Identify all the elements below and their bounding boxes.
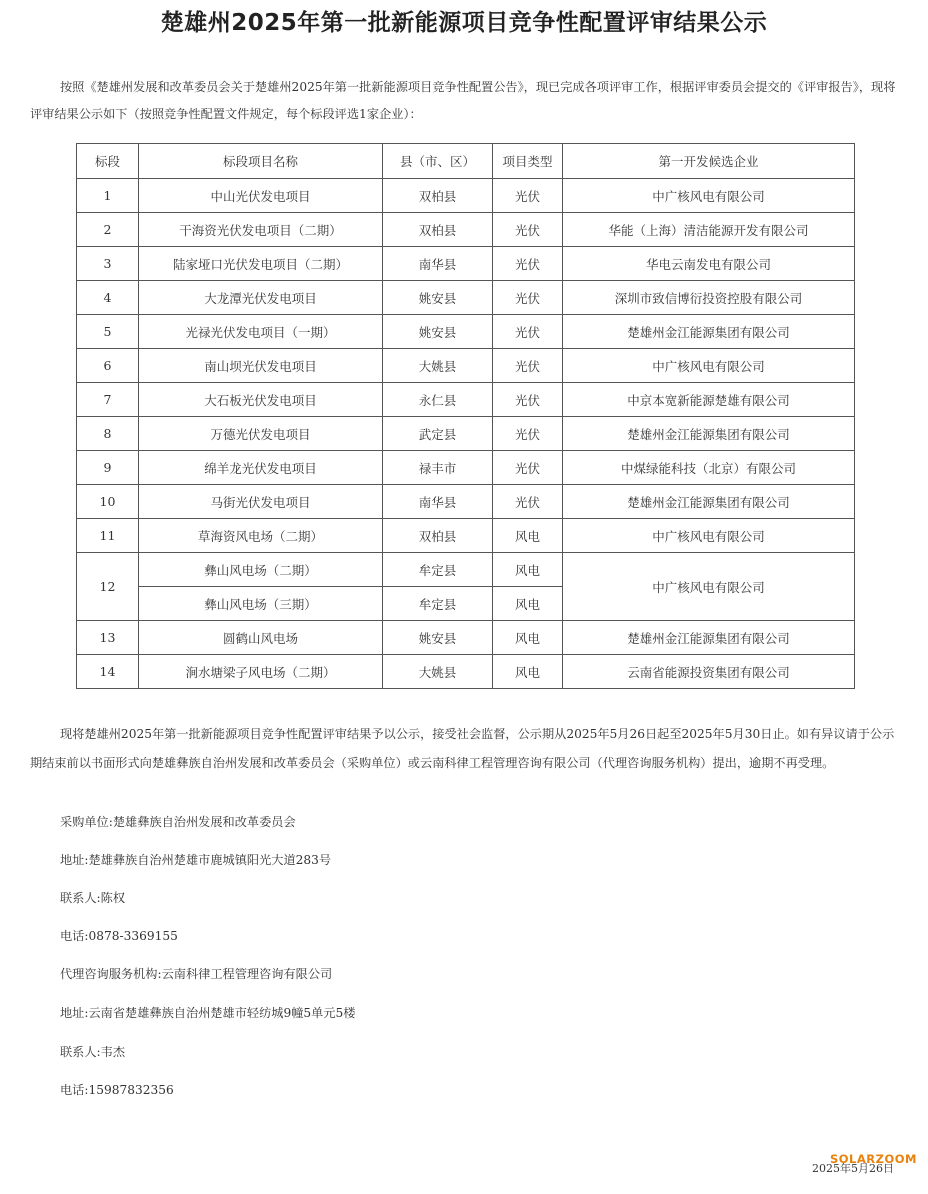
table-row	[77, 417, 855, 451]
solarzoom-watermark: SOLARZOOM	[830, 1152, 917, 1166]
cell-project-type: 光伏	[493, 179, 563, 213]
cell-county: 双柏县	[383, 519, 493, 553]
cell-company: 中广核风电有限公司	[563, 553, 855, 621]
table-row	[77, 213, 855, 247]
cell-project-type: 光伏	[493, 281, 563, 315]
table-row	[77, 383, 855, 417]
header-county: 县（市、区）	[383, 144, 493, 179]
cell-project-type: 光伏	[493, 485, 563, 519]
cell-county: 南华县	[383, 485, 493, 519]
cell-company: 楚雄州金江能源集团有限公司	[563, 621, 855, 655]
cell-section: 14	[77, 655, 139, 689]
cell-project-name: 彝山风电场（三期）	[139, 587, 383, 621]
cell-project-type: 风电	[493, 553, 563, 587]
cell-project-name: 陆家垭口光伏发电项目（二期）	[139, 247, 383, 281]
cell-section: 9	[77, 451, 139, 485]
results-table	[76, 143, 855, 689]
notice-paragraph: 现将楚雄州2025年第一批新能源项目竞争性配置评审结果予以公示，接受社会监督，公示期从2025年5月26日起至2025年5月30日止。如有异议请于公示期结束前以书面形式向楚雄彝族自治州发展和改革委员会（采购单位）或云南科律工程管理咨询有限公司（代理咨询服务机构）提出，逾期不再受理。	[30, 727, 895, 770]
cell-section: 1	[77, 179, 139, 213]
cell-section: 3	[77, 247, 139, 281]
agency-line: 代理咨询服务机构:云南科律工程管理咨询有限公司	[60, 967, 333, 981]
cell-section: 5	[77, 315, 139, 349]
cell-project-type: 风电	[493, 587, 563, 621]
cell-project-name: 涧水塘梁子风电场（二期）	[139, 655, 383, 689]
cell-county: 姚安县	[383, 281, 493, 315]
cell-county: 双柏县	[383, 179, 493, 213]
table-row	[77, 349, 855, 383]
cell-project-name: 大龙潭光伏发电项目	[139, 281, 383, 315]
cell-project-type: 风电	[493, 655, 563, 689]
cell-company: 中煤绿能科技（北京）有限公司	[563, 451, 855, 485]
cell-county: 大姚县	[383, 349, 493, 383]
cell-project-name: 彝山风电场（二期）	[139, 553, 383, 587]
cell-project-type: 光伏	[493, 349, 563, 383]
cell-project-name: 中山光伏发电项目	[139, 179, 383, 213]
cell-project-type: 光伏	[493, 383, 563, 417]
cell-company: 华能（上海）清洁能源开发有限公司	[563, 213, 855, 247]
cell-company: 云南省能源投资集团有限公司	[563, 655, 855, 689]
header-company: 第一开发候选企业	[563, 144, 855, 179]
cell-company: 中京本宽新能源楚雄有限公司	[563, 383, 855, 417]
cell-section: 2	[77, 213, 139, 247]
cell-project-type: 光伏	[493, 213, 563, 247]
header-section: 标段	[77, 144, 139, 179]
cell-company: 深圳市致信博衍投资控股有限公司	[563, 281, 855, 315]
cell-company: 楚雄州金江能源集团有限公司	[563, 315, 855, 349]
agency-phone-line: 电话:15987832356	[60, 1083, 174, 1097]
table-row	[77, 247, 855, 281]
cell-project-type: 光伏	[493, 451, 563, 485]
cell-county: 姚安县	[383, 621, 493, 655]
intro-paragraph: 按照《楚雄州发展和改革委员会关于楚雄州2025年第一批新能源项目竞争性配置公告》，现已完成各项评审工作，根据评审委员会提交的《评审报告》，现将评审结果公示如下（按照竞争性配置文件规定，每个标段评选1家企业）：	[30, 80, 896, 121]
table-row	[77, 315, 855, 349]
table-row	[77, 179, 855, 213]
cell-section: 13	[77, 621, 139, 655]
cell-project-type: 光伏	[493, 247, 563, 281]
cell-company: 华电云南发电有限公司	[563, 247, 855, 281]
table-row	[77, 451, 855, 485]
cell-project-type: 风电	[493, 519, 563, 553]
cell-company: 中广核风电有限公司	[563, 349, 855, 383]
cell-county: 牟定县	[383, 587, 493, 621]
purchaser-contact-line: 联系人:陈权	[60, 891, 126, 905]
table-row	[77, 553, 855, 587]
cell-section: 4	[77, 281, 139, 315]
header-project-type: 项目类型	[493, 144, 563, 179]
purchaser-phone-line: 电话:0878-3369155	[60, 929, 178, 943]
cell-county: 南华县	[383, 247, 493, 281]
cell-project-name: 干海资光伏发电项目（二期）	[139, 213, 383, 247]
cell-project-name: 万德光伏发电项目	[139, 417, 383, 451]
cell-section: 6	[77, 349, 139, 383]
table-header-row	[77, 144, 855, 179]
cell-project-type: 风电	[493, 621, 563, 655]
cell-county: 姚安县	[383, 315, 493, 349]
header-project-name: 标段项目名称	[139, 144, 383, 179]
table-row	[77, 281, 855, 315]
cell-section: 8	[77, 417, 139, 451]
cell-section: 7	[77, 383, 139, 417]
cell-section: 12	[77, 553, 139, 621]
cell-project-name: 绵羊龙光伏发电项目	[139, 451, 383, 485]
cell-project-type: 光伏	[493, 417, 563, 451]
cell-project-name: 马街光伏发电项目	[139, 485, 383, 519]
cell-project-name: 草海资风电场（二期）	[139, 519, 383, 553]
agency-address-line: 地址:云南省楚雄彝族自治州楚雄市轻纺城9幢5单元5楼	[60, 1006, 356, 1020]
page-title: 楚雄州2025年第一批新能源项目竞争性配置评审结果公示	[160, 10, 768, 36]
purchaser-address-line: 地址:楚雄彝族自治州楚雄市鹿城镇阳光大道283号	[60, 853, 332, 867]
cell-county: 永仁县	[383, 383, 493, 417]
cell-county: 禄丰市	[383, 451, 493, 485]
cell-county: 武定县	[383, 417, 493, 451]
table-row	[77, 621, 855, 655]
purchaser-line: 采购单位:楚雄彝族自治州发展和改革委员会	[60, 815, 296, 829]
cell-company: 中广核风电有限公司	[563, 179, 855, 213]
cell-county: 大姚县	[383, 655, 493, 689]
cell-project-name: 圆鹤山风电场	[139, 621, 383, 655]
cell-company: 楚雄州金江能源集团有限公司	[563, 485, 855, 519]
cell-section: 10	[77, 485, 139, 519]
cell-project-name: 光禄光伏发电项目（一期）	[139, 315, 383, 349]
cell-company: 中广核风电有限公司	[563, 519, 855, 553]
table-row	[77, 519, 855, 553]
publish-date: 2025年5月26日	[812, 1162, 894, 1175]
cell-county: 双柏县	[383, 213, 493, 247]
table-row	[77, 655, 855, 689]
cell-project-name: 大石板光伏发电项目	[139, 383, 383, 417]
cell-county: 牟定县	[383, 553, 493, 587]
cell-company: 楚雄州金江能源集团有限公司	[563, 417, 855, 451]
table-row	[77, 485, 855, 519]
cell-project-type: 光伏	[493, 315, 563, 349]
cell-project-name: 南山坝光伏发电项目	[139, 349, 383, 383]
cell-section: 11	[77, 519, 139, 553]
agency-contact-line: 联系人:韦杰	[60, 1045, 126, 1059]
